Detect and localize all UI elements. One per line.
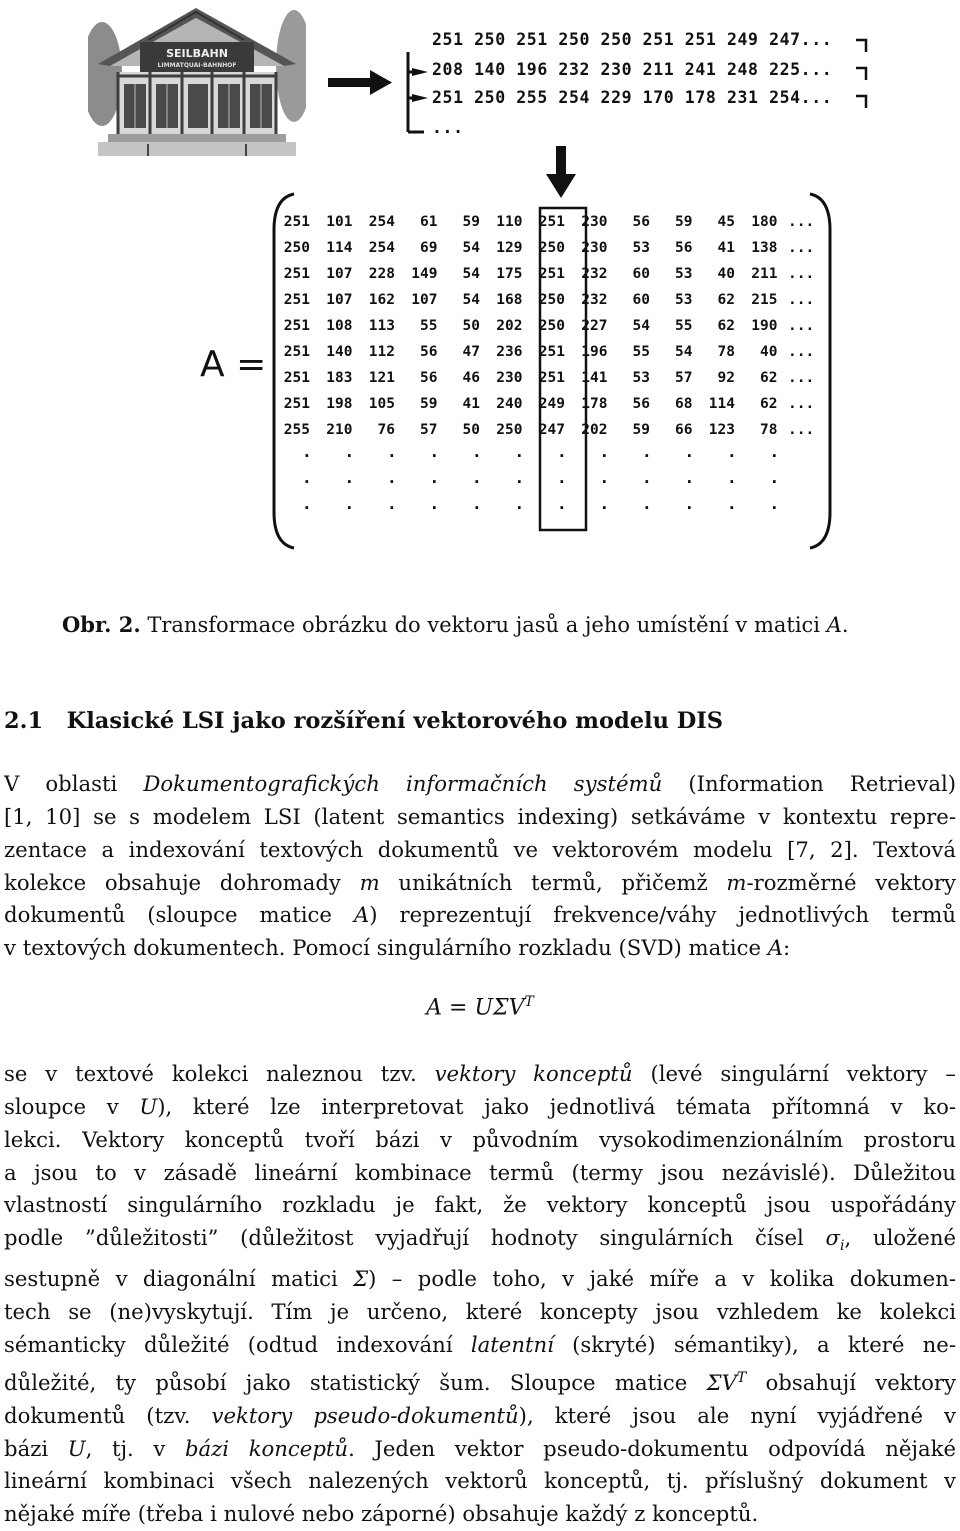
pixel-row-ellipsis: ... (432, 118, 464, 137)
text-line (4, 1157, 956, 1190)
matrix-row-ellipsis: ... (788, 396, 815, 412)
matrix-cell: 236 (496, 344, 523, 360)
matrix-cell: 198 (326, 396, 353, 412)
matrix-dot: . (599, 442, 610, 461)
text-run: dokumentů (sloupce matice (4, 902, 354, 928)
matrix-cell: 54 (462, 292, 480, 308)
matrix-dot: . (302, 442, 312, 461)
matrix-cell: 46 (462, 370, 480, 386)
flow-connectors (320, 28, 880, 198)
matrix-dot: . (429, 494, 440, 513)
matrix-dot: . (599, 494, 610, 513)
matrix-cell: 230 (581, 240, 608, 256)
matrix-cell: 62 (760, 370, 778, 386)
matrix-cell: 202 (581, 422, 608, 438)
matrix-cell: 251 (283, 214, 310, 230)
paragraph-1 (4, 768, 956, 965)
matrix-cell: 254 (368, 214, 395, 230)
matrix-dot: . (642, 442, 652, 461)
matrix-cell: 107 (326, 266, 353, 282)
text-run: v textových dokumentech. Pomocí singulárního rozkladu (SVD) matice (4, 935, 768, 961)
text-run: sloupce v (4, 1093, 140, 1119)
text-line (4, 768, 956, 801)
matrix-cell: 66 (675, 422, 693, 438)
italic-term: Dokumentografických informačních systémů (143, 771, 663, 796)
matrix-dot: . (684, 442, 695, 461)
italic-term: m (359, 869, 380, 895)
text-run: lekci. Vektory konceptů tvoří bázi v původním vysokodimenzionálním prostoru (4, 1126, 956, 1152)
matrix-cell: 251 (283, 292, 310, 308)
matrix-cell: 41 (717, 240, 735, 256)
text-run: unikátních termů, přičemž (379, 869, 727, 895)
matrix-cell: 211 (751, 266, 778, 282)
matrix-cell: 55 (675, 318, 693, 334)
matrix-cell: 40 (760, 344, 778, 360)
matrix-row-ellipsis: ... (788, 240, 815, 256)
matrix-row-ellipsis: ... (788, 344, 815, 360)
matrix-cell: 54 (462, 240, 480, 256)
matrix-cell: 114 (326, 240, 353, 256)
matrix-cell: 251 (283, 396, 310, 412)
text-run: sémanticky důležité (odtud indexování (4, 1331, 471, 1357)
matrix-cell: 59 (462, 214, 480, 230)
caption-text: Transformace obrázku do vektoru jasů a jeho umístění v matici (147, 613, 827, 637)
italic-term: A (353, 902, 370, 928)
italic-term: Σ (353, 1266, 369, 1292)
matrix-cell: 210 (326, 422, 353, 438)
text-run: , tj. v (85, 1435, 185, 1461)
text-run: vlastností singulárního rozkladu je fakt, že vektory konceptů jsou uspořádány (4, 1192, 956, 1218)
matrix-cell: 78 (717, 344, 735, 360)
matrix-cell: 56 (632, 214, 650, 230)
matrix-cell: 47 (462, 344, 480, 360)
matrix-cell: 76 (377, 422, 395, 438)
matrix-cell: 110 (496, 214, 523, 230)
matrix-dot: . (642, 468, 652, 487)
matrix-cell: 250 (496, 422, 523, 438)
matrix-cell: 251 (283, 266, 310, 282)
matrix-cell: 107 (411, 292, 438, 308)
matrix-dot: . (387, 442, 397, 461)
matrix-cell: 129 (496, 240, 523, 256)
formula-sup: T (524, 994, 534, 1010)
matrix-row-ellipsis: ... (788, 422, 815, 438)
matrix-cell: 57 (675, 370, 693, 386)
matrix-cell: 112 (368, 344, 395, 360)
matrix-row-ellipsis: ... (788, 214, 815, 230)
matrix-cell: 168 (496, 292, 523, 308)
sign-text-2: LIMMATQUAI-BAHNHOF (157, 62, 237, 69)
matrix-dot: . (769, 442, 780, 461)
italic-term: ΣV (706, 1369, 737, 1395)
matrix-cell: 53 (632, 370, 650, 386)
matrix-cell: 113 (368, 318, 395, 334)
text-run: nějaké míře (třeba i nulové nebo záporné) obsahuje každý z konceptů. (4, 1501, 759, 1527)
matrix-cell: 251 (538, 344, 565, 360)
matrix-cell: 57 (420, 422, 438, 438)
text-run: ), které jsou ale nyní vyjádřené v (518, 1402, 957, 1428)
matrix-cell: 54 (462, 266, 480, 282)
matrix-dot: . (429, 442, 440, 461)
matrix-cell: 251 (538, 214, 565, 230)
matrix-cell: 251 (283, 344, 310, 360)
text-run: (skryté) sémantiky), a které ne- (553, 1331, 957, 1357)
text-run: ), které lze interpretovat jako jednotlivá témata přítomná v ko- (157, 1093, 956, 1119)
text-run: . Jeden vektor pseudo-dokumentu odpovídá nějaké (348, 1435, 957, 1461)
text-run: důležité, ty působí jako statistický šum. Sloupce matice (4, 1369, 707, 1395)
matrix-dot: . (727, 442, 737, 461)
matrix-dot: . (344, 494, 355, 513)
text-line (4, 1296, 956, 1329)
building-photo (88, 4, 306, 156)
sign-text-1: SEILBAHN (166, 47, 228, 60)
matrix-cell: 215 (751, 292, 778, 308)
matrix-row-ellipsis: ... (788, 370, 815, 386)
matrix-cell: 251 (538, 370, 565, 386)
matrix-cell: 50 (462, 422, 480, 438)
matrix-cell: 202 (496, 318, 523, 334)
right-arrow-icon (328, 70, 392, 95)
matrix-dot: . (344, 468, 355, 487)
matrix-dot: . (727, 494, 737, 513)
matrix-dot: . (557, 442, 567, 461)
text-line (4, 1058, 956, 1091)
matrix-cell: 56 (632, 396, 650, 412)
matrix-cell: 251 (538, 266, 565, 282)
matrix-dot: . (557, 468, 567, 487)
matrix-dot: . (387, 494, 397, 513)
matrix-cell: 55 (632, 344, 650, 360)
matrix-cell: 50 (462, 318, 480, 334)
section-title: Klasické LSI jako rozšíření vektorového modelu DIS (66, 708, 724, 734)
text-line (4, 1329, 956, 1362)
matrix-cell: 247 (538, 422, 565, 438)
matrix-dot: . (514, 442, 525, 461)
formula-eq: = (442, 995, 475, 1021)
pixel-row-3: 251 250 255 254 229 170 178 231 254... (432, 88, 833, 107)
matrix-cell: 54 (632, 318, 650, 334)
text-run: ) reprezentují frekvence/váhy jednotlivých termů (369, 902, 956, 928)
italic-term: m (726, 869, 747, 895)
matrix-cell: 62 (717, 318, 735, 334)
matrix-dot: . (557, 494, 567, 513)
matrix-cell: 232 (581, 266, 608, 282)
matrix-cell: 251 (283, 370, 310, 386)
text-run: -rozměrné vektory (746, 869, 957, 895)
italic-term: A (767, 935, 784, 961)
matrix-cell: 138 (751, 240, 778, 256)
text-run: tech se (ne)vyskytují. Tím je určeno, které koncepty jsou vzhledem ke kolekci (4, 1299, 956, 1325)
matrix-cell: 240 (496, 396, 523, 412)
matrix-cell: 108 (326, 318, 353, 334)
text-line (4, 932, 956, 965)
matrix-cell: 250 (283, 240, 310, 256)
matrix-cell: 196 (581, 344, 608, 360)
matrix-cell: 254 (368, 240, 395, 256)
matrix-dot: . (769, 468, 780, 487)
text-line (4, 801, 956, 834)
matrix-cell: 162 (368, 292, 395, 308)
text-run: sestupně v diagonální matici (4, 1266, 354, 1292)
text-line (4, 1222, 956, 1263)
italic-term: U (139, 1093, 158, 1119)
matrix-cell: 68 (675, 396, 693, 412)
matrix-cell: 250 (538, 240, 565, 256)
text-line (4, 1400, 956, 1433)
matrix-cell: 175 (496, 266, 523, 282)
pixel-row-2: 208 140 196 232 230 211 241 248 225... (432, 60, 833, 79)
section-heading (4, 708, 723, 734)
text-line (4, 1498, 956, 1531)
matrix-cell: 54 (675, 344, 693, 360)
matrix-row-ellipsis: ... (788, 292, 815, 308)
matrix-cell: 41 (462, 396, 480, 412)
text-run: bázi (4, 1435, 68, 1461)
matrix-cell: 141 (581, 370, 608, 386)
matrix-cell: 180 (751, 214, 778, 230)
matrix-cell: 114 (708, 396, 735, 412)
matrix-dot: . (302, 468, 312, 487)
matrix-cell: 230 (581, 214, 608, 230)
text-line (4, 1362, 956, 1400)
matrix-cell: 69 (420, 240, 438, 256)
matrix-cell: 250 (538, 318, 565, 334)
text-run: (Information Retrieval) (662, 771, 956, 796)
matrix-cell: 190 (751, 318, 778, 334)
matrix-cell: 249 (538, 396, 565, 412)
text-run: , uložené (844, 1225, 957, 1251)
matrix-dot: . (472, 468, 482, 487)
matrix-cell: 56 (420, 344, 438, 360)
text-run: zentace a indexování textových dokumentů ve vektorovém modelu [7, 2]. Textová (4, 836, 956, 862)
matrix-cell: 59 (675, 214, 693, 230)
matrix-cell: 251 (283, 318, 310, 334)
text-line (4, 1124, 956, 1157)
matrix-dot: . (514, 494, 525, 513)
matrix-dot: . (472, 494, 482, 513)
matrix-dot: . (387, 468, 397, 487)
matrix-dot: . (344, 442, 355, 461)
matrix-cell: 149 (411, 266, 438, 282)
text-run: se v textové kolekci naleznou tzv. (4, 1061, 435, 1086)
text-run: : (783, 935, 791, 961)
matrix-dot: . (684, 468, 695, 487)
formula (0, 994, 960, 1020)
matrix-cell: 59 (420, 396, 438, 412)
matrix-cell: 78 (760, 422, 778, 438)
pixel-row-1: 251 250 251 250 250 251 251 249 247... (432, 30, 833, 49)
matrix-cell: 92 (717, 370, 735, 386)
text-line (4, 834, 956, 867)
matrix-dot: . (642, 494, 652, 513)
matrix-dot: . (769, 494, 780, 513)
italic-term: bázi konceptů (184, 1435, 349, 1461)
text-run: (levé singulární vektory – (632, 1061, 956, 1086)
figure-caption (62, 612, 849, 637)
text-run: podle ”důležitosti” (důležitost vyjadřují hodnoty singulárních čísel (4, 1225, 826, 1251)
matrix-cell: 55 (420, 318, 438, 334)
caption-var: A (826, 613, 842, 637)
text-line (4, 1091, 956, 1124)
text-line (4, 1465, 956, 1498)
caption-label: Obr. 2. (62, 612, 141, 637)
matrix-dot: . (472, 442, 482, 461)
matrix-cell: 228 (368, 266, 395, 282)
text-line (4, 899, 956, 932)
text-run: obsahují vektory (746, 1369, 956, 1395)
matrix-cell: 227 (581, 318, 608, 334)
matrix-dot: . (599, 468, 610, 487)
text-line (4, 1189, 956, 1222)
italic-term: latentní (470, 1331, 554, 1357)
matrix-row-ellipsis: ... (788, 318, 815, 334)
matrix-cell: 140 (326, 344, 353, 360)
matrix-cell: 45 (717, 214, 735, 230)
text-line (4, 1433, 956, 1466)
matrix-cell: 105 (368, 396, 395, 412)
matrix-cell: 123 (708, 422, 735, 438)
paragraph-2 (4, 1058, 956, 1531)
text-run: a jsou to v zásadě lineární kombinace termů (termy jsou nezávislé). Důležitou (4, 1159, 956, 1185)
matrix-cell: 121 (368, 370, 395, 386)
text-run: lineární kombinaci všech nalezených vektorů konceptů, tj. příslušný dokument v (4, 1468, 956, 1494)
matrix-label: A = (200, 344, 267, 385)
matrix-cell: 56 (675, 240, 693, 256)
matrix-row-ellipsis: ... (788, 266, 815, 282)
matrix-cell: 53 (675, 292, 693, 308)
formula-lhs: A (426, 995, 443, 1021)
matrix-cell: 178 (581, 396, 608, 412)
superscript: T (736, 1369, 747, 1386)
matrix-cell: 60 (632, 292, 650, 308)
italic-term: vektory pseudo-dokumentů (211, 1402, 519, 1428)
text-run: ) – podle toho, v jaké míře a v kolika dokumen- (368, 1266, 956, 1292)
matrix-dot: . (727, 468, 737, 487)
matrix-cell: 60 (632, 266, 650, 282)
text-run: dokumentů (tzv. (4, 1402, 212, 1428)
matrix-cell: 59 (632, 422, 650, 438)
matrix-cell: 183 (326, 370, 353, 386)
text-line (4, 1263, 956, 1296)
text-run: kolekce obsahuje dohromady (4, 869, 360, 895)
matrix-cell: 107 (326, 292, 353, 308)
matrix-cell: 53 (632, 240, 650, 256)
subscript: i (840, 1238, 845, 1255)
section-number: 2.1 (4, 708, 44, 734)
matrix-cell: 62 (760, 396, 778, 412)
formula-rhs: UΣV (474, 995, 525, 1021)
text-line (4, 867, 956, 900)
matrix-dot: . (514, 468, 525, 487)
matrix-cell: 61 (420, 214, 438, 230)
matrix-cell: 230 (496, 370, 523, 386)
matrix-cell: 40 (717, 266, 735, 282)
matrix-cell: 62 (717, 292, 735, 308)
matrix-cell: 232 (581, 292, 608, 308)
matrix-cell: 56 (420, 370, 438, 386)
italic-term: U (67, 1435, 86, 1461)
matrix-cell: 101 (326, 214, 353, 230)
matrix-cell: 53 (675, 266, 693, 282)
text-run: V oblasti (4, 771, 144, 796)
matrix-cell: 250 (538, 292, 565, 308)
italic-term: vektory konceptů (434, 1061, 633, 1086)
matrix-dot: . (302, 494, 312, 513)
matrix-dot: . (429, 468, 440, 487)
text-run: [1, 10] se s modelem LSI (latent semantics indexing) setkáváme v kontextu repre- (4, 803, 956, 829)
caption-end: . (841, 613, 849, 637)
matrix-cell: 255 (283, 422, 310, 438)
italic-term: σ (825, 1225, 841, 1251)
matrix-dot: . (684, 494, 695, 513)
